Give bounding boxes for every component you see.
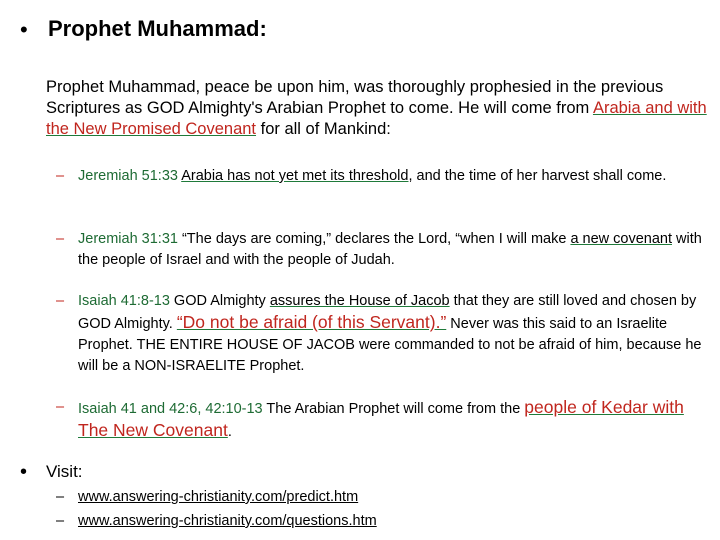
list-item-isaiah-42 (56, 397, 711, 443)
title-bullet: • (20, 17, 28, 42)
list-item-jeremiah-51 (56, 166, 711, 187)
link-row-questions (56, 513, 377, 529)
scripture-ref: Jeremiah 51:33 (78, 168, 178, 184)
item-text-2: . (227, 424, 232, 440)
red-phrase: people of Kedar with The New Covenant (78, 397, 684, 440)
item-text-1: The Arabian Prophet will come from the (262, 401, 525, 417)
list-item-isaiah-41 (56, 291, 711, 377)
scripture-ref: Isaiah 41 and 42:6, 42:10-13 (78, 401, 263, 417)
intro-paragraph (46, 77, 718, 140)
underlined-phrase: Arabia has not yet met its threshold (181, 168, 409, 184)
slide-title: Prophet Muhammad: (48, 16, 267, 41)
underlined-phrase: assures the House of Jacob (269, 293, 450, 309)
visit-label: Visit: (46, 462, 83, 481)
link-questions[interactable]: www.answering-christianity.com/questions.htm (78, 513, 377, 529)
dash-marker: – (56, 399, 65, 415)
intro-text-2: for all of Mankind: (256, 120, 391, 138)
intro-text-1: Prophet Muhammad, peace be upon him, was thoroughly prophesied in the previous Scriptures as GOD Almighty's Arabian Prophet to come. He will come from (46, 78, 664, 117)
red-quote: “Do not be afraid (of this Servant).” (176, 312, 447, 332)
dash-marker: – (56, 513, 65, 529)
dash-marker: – (56, 168, 65, 184)
list-item-text (78, 397, 711, 443)
scripture-ref: Isaiah 41:8-13 (78, 293, 170, 309)
list-item-text (78, 229, 711, 271)
item-quote: “The days are coming,” declares the Lord, “when I will make (177, 231, 571, 247)
link-row-predict (56, 489, 358, 505)
list-item-text (78, 166, 711, 187)
link-predict[interactable]: www.answering-christianity.com/predict.htm (78, 489, 359, 505)
dash-marker: – (56, 293, 65, 309)
intro-highlight: Arabia and with the New Promised Covenant (46, 99, 707, 138)
dash-marker: – (56, 489, 65, 505)
item-text-1: GOD Almighty (169, 293, 270, 309)
scripture-ref: Jeremiah 31:31 (78, 231, 178, 247)
visit-bullet: • (20, 461, 28, 483)
underlined-phrase: a new covenant (570, 231, 673, 247)
item-text-3: Never was this said to an Israelite Prophet. THE ENTIRE HOUSE OF JACOB were commanded to not be afraid of him, because he will be a NON-ISRAELITE Prophet. (78, 316, 702, 374)
list-item-jeremiah-31 (56, 229, 711, 271)
item-text-2: that they are still loved and chosen by GOD Almighty. (78, 293, 697, 332)
list-item-text (78, 291, 711, 377)
item-rest: , and the time of her harvest shall come. (408, 168, 667, 184)
dash-marker: – (56, 231, 65, 247)
item-rest: with the people of Israel and with the people of Judah. (78, 231, 702, 268)
